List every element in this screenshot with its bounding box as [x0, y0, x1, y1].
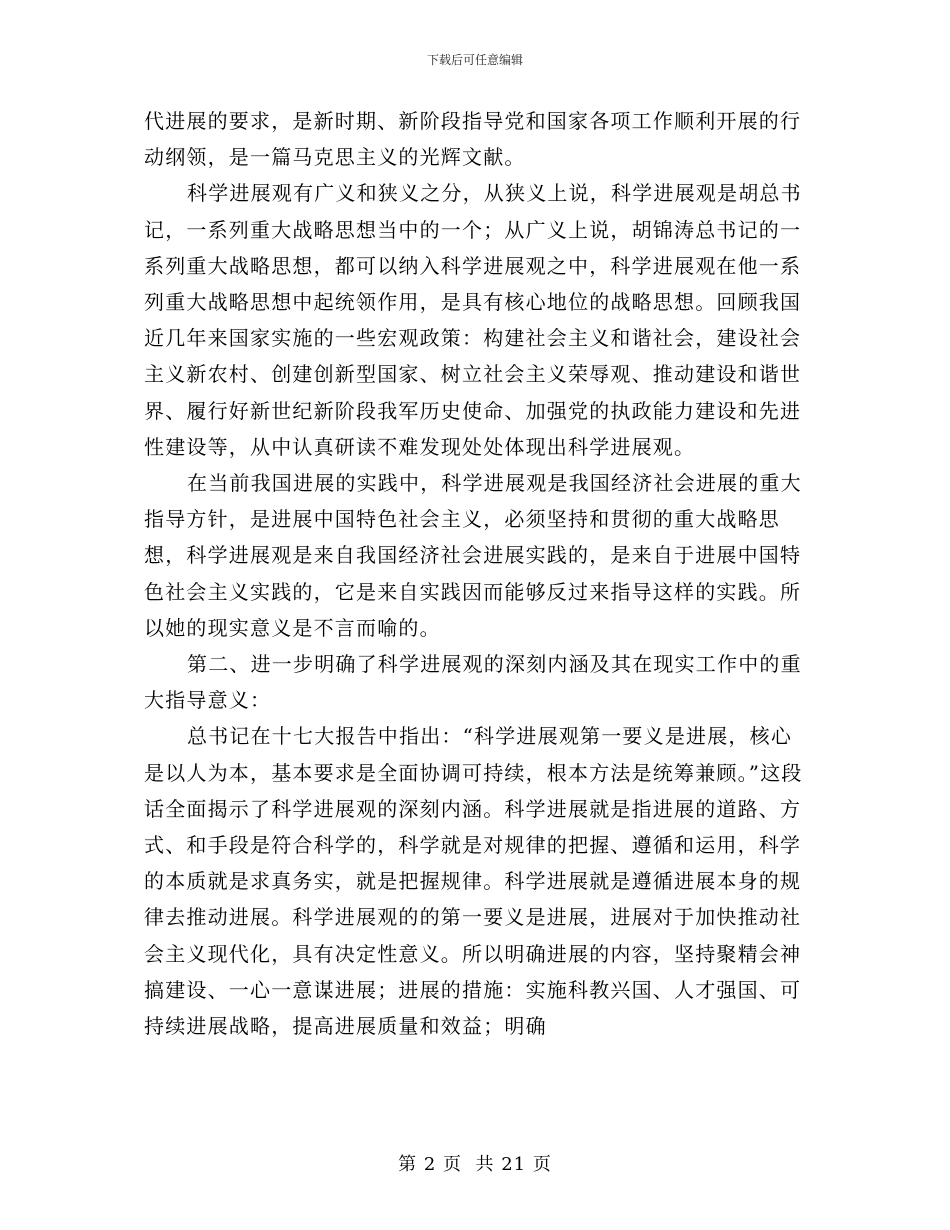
page-header-note: 下载后可任意编辑 [426, 53, 523, 67]
page-number-current: 2 [423, 1154, 437, 1175]
page-footer [0, 1153, 950, 1177]
page-label-mid: 页 共 [443, 1154, 495, 1175]
paragraph: 科学进展观有广义和狭义之分，从狭义上说，科学进展观是胡总书记，一系列重大战略思想当中的一个；从广义上说，胡锦涛总书记的一系列重大战略思想，都可以纳入科学进展观之中，科学进展观在他一系列重大战略思想中起统领作用，是具有核心地位的战略思想。回顾我国近几年来国家实施的一些宏观政策：构建社会主义和谐社会，建设社会主义新农村、创建创新型国家、树立社会主义荣辱观、推动建设和谐世界、履行好新世纪新阶段我军历史使命、加强党的执政能力建设和先进性建设等，从中认真研读不难发现处处体现出科学进展观。 [144, 181, 802, 459]
page-number-total: 21 [501, 1154, 527, 1175]
page-label-suffix: 页 [532, 1154, 552, 1175]
document-body [144, 103, 806, 1044]
paragraph-continued: 代进展的要求，是新时期、新阶段指导党和国家各项工作顺利开展的行动纲领，是一篇马克思主义的光辉文献。 [144, 109, 802, 170]
paragraph: 总书记在十七大报告中指出：“科学进展观第一要义是进展，核心是以人为本，基本要求是全面协调可持续，根本方法是统筹兼顾。”这段话全面揭示了科学进展观的深刻内涵。科学进展就是指进展的道路、方式、和手段是符合科学的，科学就是对规律的把握、遵循和运用，科学的本质就是求真务实，就是把握规律。科学进展就是遵循进展本身的规律去推动进展。科学进展观的的第一要义是进展，进展对于加快推动社会主义现代化，具有决定性意义。所以明确进展的内容，坚持聚精会神搞建设、一心一意谋进展；进展的措施：实施科教兴国、人才强国、可持续进展战略，提高进展质量和效益；明确 [144, 724, 803, 1039]
paragraph: 在当前我国进展的实践中，科学进展观是我国经济社会进展的重大指导方针，是进展中国特色社会主义，必须坚持和贯彻的重大战略思想，科学进展观是来自我国经济社会进展实践的，是来自于进展中国特色社会主义实践的，它是来自实践因而能够反过来指导这样的实践。所以她的现实意义是不言而喻的。 [144, 471, 802, 640]
section-heading-paragraph: 第二、进一步明确了科学进展观的深刻内涵及其在现实工作中的重大指导意义： [144, 652, 802, 713]
page-label-prefix: 第 [398, 1154, 418, 1175]
